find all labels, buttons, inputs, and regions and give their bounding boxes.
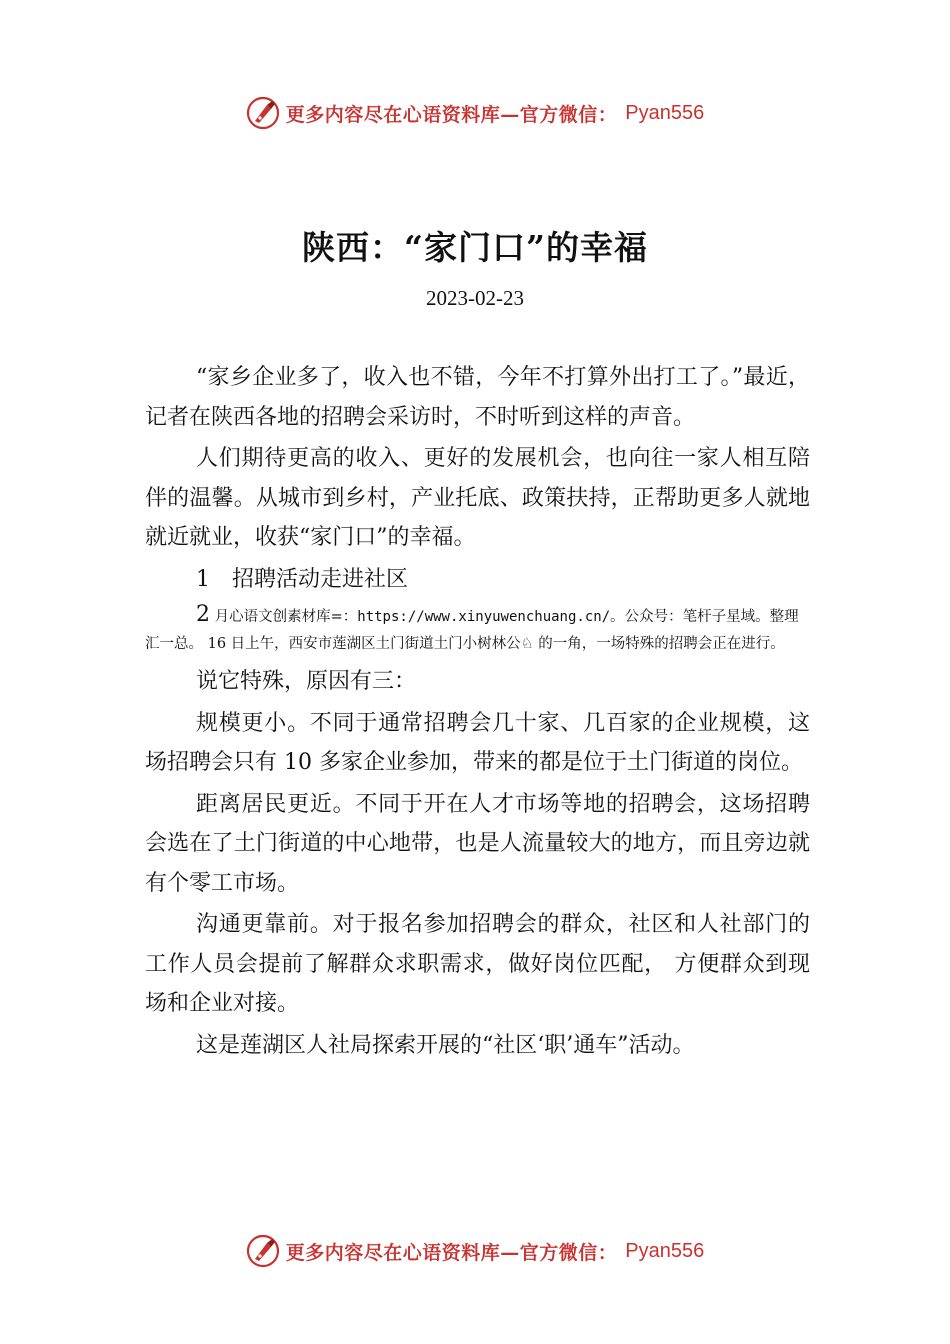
banner-text: 更多内容尽在心语资料库—官方微信：: [285, 103, 618, 126]
paragraph-3: 说它特殊，原因有三：: [196, 669, 417, 694]
paragraph-6: 沟通更靠前。对于报名参加招聘会的群众，社区和人社部门的工作人员会提前了解群众求职需求，做好岗位匹配， 方便群众到现场和企业对接。: [145, 912, 810, 1016]
note-text-a: 月心语文创素材库=：: [214, 609, 358, 625]
article-title: 陕西：“家门口”的幸福: [302, 228, 648, 267]
banner-wechat-id: Pyan556: [625, 101, 705, 124]
footer-banner-text: 更多内容尽在心语资料库—官方微信：: [285, 1241, 618, 1264]
footer-banner: [0, 1234, 950, 1268]
paragraph-7: 这是莲湖区人社局探索开展的“社区‘职’通车”活动。: [196, 1032, 695, 1058]
article-date: 2023-02-23: [426, 286, 524, 310]
watermark-note: [145, 601, 810, 658]
header-banner: [0, 96, 950, 130]
pen-nib-logo-icon: [246, 1234, 280, 1268]
note-url: https://www.xinyuwenchuang.cn/: [357, 609, 611, 625]
note-number: 2: [196, 602, 210, 627]
paragraph-4: 规模更小。不同于通常招聘会几十家、几百家的企业规模，这场招聘会只有 10 多家企业参加，带来的都是位于土门街道的岗位。: [145, 710, 810, 775]
section-heading-1: 1 招聘活动走进社区: [196, 566, 408, 592]
article-body: [145, 358, 810, 1067]
paragraph-5: 距离居民更近。不同于开在人才市场等地的招聘会，这场招聘会选在了土门街道的中心地带，也是人流量较大的地方，而且旁边就有个零工市场。: [145, 791, 810, 896]
paragraph-2: 人们期待更高的收入、更好的发展机会，也向往一家人相互陪伴的温馨。从城市到乡村，产业托底、政策扶持，正帮助更多人就地就近就业，收获“家门口”的幸福。: [145, 446, 810, 550]
pen-nib-logo-icon: [246, 96, 280, 130]
footer-banner-wechat-id: Pyan556: [625, 1239, 705, 1262]
paragraph-1: “家乡企业多了，收入也不错，今年不打算外出打工了。”最近，记者在陕西各地的招聘会采访时，不时听到这样的声音。: [145, 365, 810, 430]
note-text-b: 。公众号：笔杆子星域。整理汇一总。 16 日上午，西安市莲湖区土门街道土门小树林公♘ 的一角，一场特殊的招聘会正在进行。: [145, 609, 799, 652]
